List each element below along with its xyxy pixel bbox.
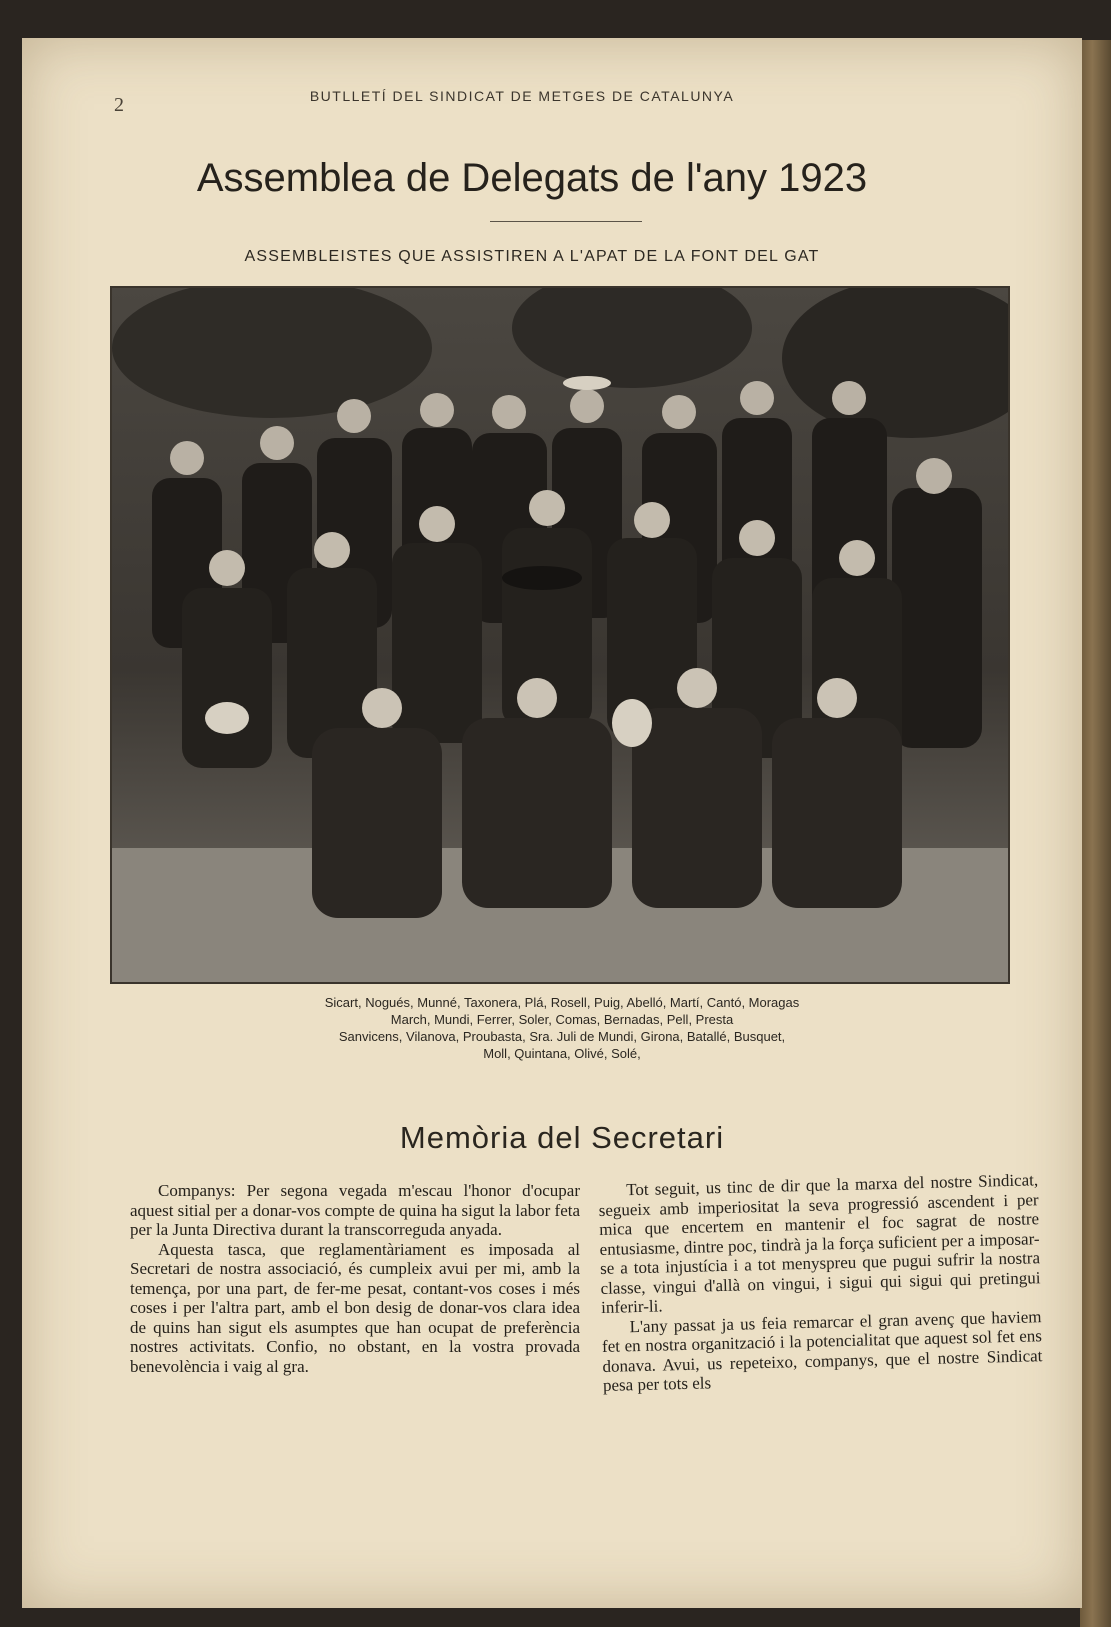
paragraph: L'any passat ja us feia remarcar el gran avenç que haviem fet en nostra organització i la potencialitat que aquest sol fet ens donava. Avui, us repeteixo, companys, que el nostre Sindicat pesa per tots els <box>601 1306 1043 1395</box>
paragraph: Tot seguit, us tinc de dir que la marxa del nostre Sindicat, segueix amb imperiositat la seva progressió ascendent i per mica que encertem en mantenir el foc sagrat de nostre entusiasme, dintre poc, tindrà ja la força suficient per a imposar-se a tota injustícia i a tot menyspreu que pugui sufrir la nostra classe, vingui d'allà on vingui, i sigui qui sigui qui pretingui inferir-li. <box>598 1170 1041 1317</box>
article-title: Assemblea de Delegats de l'any 1923 <box>196 156 868 200</box>
left-column <box>130 1181 580 1376</box>
section-title: Memòria del Secretari <box>399 1120 725 1155</box>
title-rule <box>490 221 642 222</box>
group-photograph-image <box>112 288 1008 982</box>
photo-caption <box>222 994 902 1062</box>
caption-line: Sanvicens, Vilanova, Proubasta, Sra. Juli de Mundi, Girona, Batallé, Busquet, <box>338 1029 786 1044</box>
caption-line: Moll, Quintana, Olivé, Solé, <box>483 1046 641 1061</box>
caption-line: March, Mundi, Ferrer, Soler, Comas, Bernadas, Pell, Presta <box>390 1012 734 1027</box>
running-head: BUTLLETÍ DEL SINDICAT DE METGES DE CATALUNYA <box>309 88 735 104</box>
paragraph: Companys: Per segona vegada m'escau l'honor d'ocupar aquest sitial per a donar-vos compte de quina ha sigut la labor feta per la Junta Directiva durant la transcorreguda anyada. <box>130 1181 581 1239</box>
document-page <box>22 38 1082 1608</box>
book-edge <box>1080 40 1111 1627</box>
page-number: 2 <box>114 94 124 116</box>
article-subtitle: ASSEMBLEISTES QUE ASSISTIREN A L'APAT DE LA FONT DEL GAT <box>244 248 820 265</box>
group-photograph <box>110 286 1010 984</box>
right-column <box>598 1170 1043 1395</box>
paragraph: Aquesta tasca, que reglamentàriament es imposada al Secretari de nostra associació, és cumpleix avui per mi, amb la temença, por una part, de fer-me pesat, contant-vos coses i més coses i per l'altra part, amb el bon desig de donar-vos clara idea de quins han sigut els asumptes que han ocupat de preferència nostres activitats. Confio, no obstant, en la vostra provada benevolència i vaig al gra. <box>130 1239 580 1376</box>
caption-line: Sicart, Nogués, Munné, Taxonera, Plá, Rosell, Puig, Abelló, Martí, Cantó, Moragas <box>324 995 800 1010</box>
